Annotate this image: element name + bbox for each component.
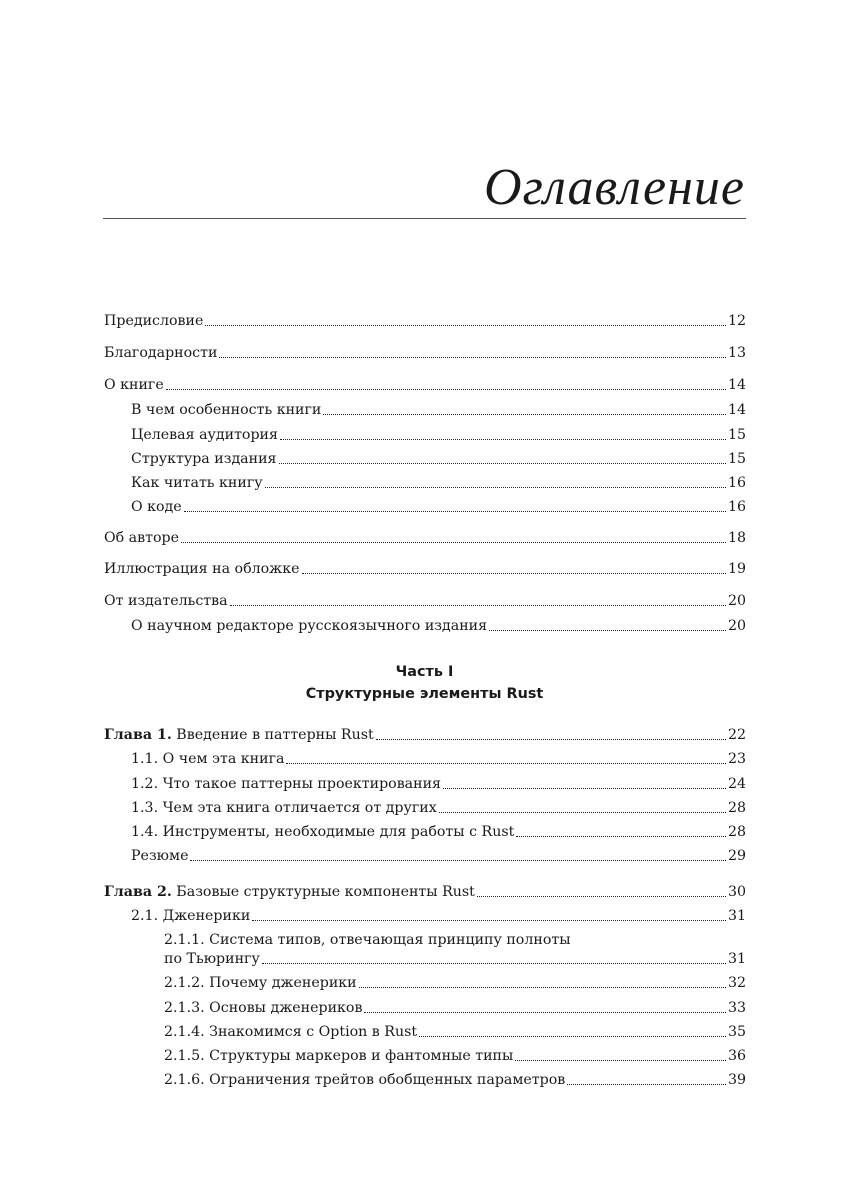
toc-leader-dots bbox=[184, 510, 726, 512]
toc-page-number: 13 bbox=[727, 345, 746, 361]
toc-entry-label: 2.1.3. Основы дженериков bbox=[164, 1000, 363, 1016]
toc-entry-subsection-2-1-3[interactable] bbox=[164, 995, 746, 1017]
toc-entry-summary[interactable] bbox=[131, 843, 746, 865]
toc-entry-label: Благодарности bbox=[104, 345, 218, 361]
toc-leader-dots bbox=[443, 787, 726, 789]
toc-entry-about-code[interactable] bbox=[131, 494, 746, 516]
toc-entry-audience[interactable] bbox=[131, 422, 746, 444]
toc-leader-dots bbox=[265, 486, 726, 488]
toc-entry-label: 2.1.6. Ограничения трейтов обобщенных параметров bbox=[164, 1072, 566, 1088]
toc-page-number: 33 bbox=[727, 1000, 746, 1016]
toc-leader-dots bbox=[230, 604, 726, 606]
toc-entry-section-1-4[interactable] bbox=[131, 819, 746, 841]
toc-leader-dots bbox=[489, 629, 726, 631]
toc-leader-dots bbox=[439, 811, 726, 813]
toc-entry-subsection-2-1-6[interactable] bbox=[164, 1067, 746, 1089]
toc-page-number: 29 bbox=[727, 848, 746, 864]
toc-entry-label: 1.2. Что такое паттерны проектирования bbox=[131, 776, 441, 792]
toc-page-number: 36 bbox=[727, 1048, 746, 1064]
chapter-title: Базовые структурные компоненты Rust bbox=[171, 884, 475, 900]
toc-entry-acknowledgments[interactable] bbox=[104, 340, 746, 362]
toc-leader-dots bbox=[419, 1035, 726, 1037]
page-title: Оглавление bbox=[484, 159, 745, 216]
toc-entry-section-1-3[interactable] bbox=[131, 795, 746, 817]
toc-leader-dots bbox=[181, 541, 726, 543]
toc-leader-dots bbox=[252, 919, 726, 921]
toc-chapter-label bbox=[104, 883, 475, 901]
toc-page-number: 32 bbox=[727, 975, 746, 991]
toc-entry-label: 2.1.2. Почему дженерики bbox=[164, 975, 357, 991]
toc-page-number: 20 bbox=[727, 618, 746, 634]
toc-entry-book-features[interactable] bbox=[131, 397, 746, 419]
toc-entry-label: Иллюстрация на обложке bbox=[104, 561, 300, 577]
toc-page-number: 31 bbox=[727, 951, 746, 967]
toc-entry-science-editor[interactable] bbox=[131, 613, 746, 635]
toc-leader-dots bbox=[477, 895, 726, 897]
toc-entry-label: Предисловие bbox=[104, 313, 204, 329]
toc-entry-from-publisher[interactable] bbox=[104, 588, 746, 610]
toc-leader-dots bbox=[364, 1011, 725, 1013]
toc-entry-chapter-2[interactable] bbox=[104, 879, 746, 901]
chapter-prefix: Глава 2. bbox=[104, 884, 172, 900]
toc-leader-dots bbox=[280, 438, 726, 440]
toc-entry-label: 1.1. О чем эта книга bbox=[131, 751, 285, 767]
toc-page-number: 15 bbox=[727, 451, 746, 467]
toc-page-number: 30 bbox=[727, 884, 746, 900]
chapter-prefix: Глава 1. bbox=[104, 727, 172, 743]
toc-page-number: 20 bbox=[727, 593, 746, 609]
toc-page-number: 12 bbox=[727, 313, 746, 329]
title-rule bbox=[103, 218, 746, 219]
toc-entry-section-2-1[interactable] bbox=[131, 903, 746, 925]
toc-page-number: 24 bbox=[727, 776, 746, 792]
toc-entry-label: Об авторе bbox=[104, 530, 179, 546]
toc-page-number: 18 bbox=[727, 530, 746, 546]
toc-entry-how-to-read[interactable] bbox=[131, 470, 746, 492]
toc-leader-dots bbox=[286, 762, 725, 764]
toc-page-number: 39 bbox=[727, 1072, 746, 1088]
toc-entry-label-line1: 2.1.1. Система типов, отвечающая принципу полноты bbox=[164, 932, 571, 948]
toc-entry-subsection-2-1-4[interactable] bbox=[164, 1019, 746, 1041]
toc-page-number: 15 bbox=[727, 427, 746, 443]
toc-entry-preface[interactable] bbox=[104, 308, 746, 330]
toc-page-number: 23 bbox=[727, 751, 746, 767]
toc-page-number: 28 bbox=[727, 800, 746, 816]
toc-leader-dots bbox=[376, 738, 726, 740]
toc-page-number: 28 bbox=[727, 824, 746, 840]
toc-entry-label: по Тьюрингу bbox=[164, 951, 260, 967]
toc-entry-label: От издательства bbox=[104, 593, 228, 609]
toc-entry-section-1-1[interactable] bbox=[131, 746, 746, 768]
toc-entry-label: 2.1.4. Знакомимся с Option в Rust bbox=[164, 1024, 418, 1040]
toc-entry-label: Резюме bbox=[131, 848, 189, 864]
part-title: Структурные элементы Rust bbox=[305, 686, 544, 702]
toc-entry-about-author[interactable] bbox=[104, 525, 746, 547]
toc-entry-about-book[interactable] bbox=[104, 372, 746, 394]
toc-page-number: 19 bbox=[727, 561, 746, 577]
toc-page-number: 22 bbox=[727, 727, 746, 743]
toc-entry-label: Целевая аудитория bbox=[131, 427, 278, 443]
toc-leader-dots bbox=[262, 962, 726, 964]
toc-page-number: 35 bbox=[727, 1024, 746, 1040]
toc-leader-dots bbox=[516, 835, 726, 837]
toc-entry-chapter-1[interactable] bbox=[104, 722, 746, 744]
toc-entry-section-1-2[interactable] bbox=[131, 771, 746, 793]
toc-entry-label: 1.3. Чем эта книга отличается от других bbox=[131, 800, 437, 816]
toc-leader-dots bbox=[279, 462, 726, 464]
toc-entry-cover-illustration[interactable] bbox=[104, 556, 746, 578]
part-number: Часть I bbox=[395, 664, 454, 680]
toc-entry-label: 2.1.5. Структуры маркеров и фантомные типы bbox=[164, 1048, 514, 1064]
toc-page-number: 14 bbox=[727, 402, 746, 418]
toc-leader-dots bbox=[567, 1083, 726, 1085]
toc-page-number: 14 bbox=[727, 377, 746, 393]
toc-entry-label: Как читать книгу bbox=[131, 475, 263, 491]
toc-entry-structure[interactable] bbox=[131, 446, 746, 468]
toc-chapter-label bbox=[104, 726, 374, 744]
toc-entry-subsection-2-1-1[interactable] bbox=[164, 946, 746, 968]
toc-entry-label: О научном редакторе русскоязычного издания bbox=[131, 618, 488, 634]
toc-leader-dots bbox=[323, 413, 726, 415]
toc-page-number: 16 bbox=[727, 499, 746, 515]
toc-leader-dots bbox=[302, 572, 726, 574]
chapter-title: Введение в паттерны Rust bbox=[171, 727, 374, 743]
toc-page-number: 16 bbox=[727, 475, 746, 491]
toc-leader-dots bbox=[219, 356, 726, 358]
toc-entry-label: О коде bbox=[131, 499, 182, 515]
toc-page-number: 31 bbox=[727, 908, 746, 924]
toc-entry-subsection-2-1-5[interactable] bbox=[164, 1043, 746, 1065]
toc-leader-dots bbox=[359, 986, 726, 988]
toc-entry-label: Структура издания bbox=[131, 451, 277, 467]
toc-entry-label: В чем особенность книги bbox=[131, 402, 322, 418]
toc-leader-dots bbox=[515, 1059, 726, 1061]
toc-entry-subsection-2-1-2[interactable] bbox=[164, 970, 746, 992]
toc-leader-dots bbox=[166, 388, 726, 390]
toc-entry-label: О книге bbox=[104, 377, 164, 393]
toc-leader-dots bbox=[190, 859, 725, 861]
toc-entry-label: 2.1. Дженерики bbox=[131, 908, 251, 924]
toc-leader-dots bbox=[205, 324, 726, 326]
toc-entry-label: 1.4. Инструменты, необходимые для работы с Rust bbox=[131, 824, 515, 840]
